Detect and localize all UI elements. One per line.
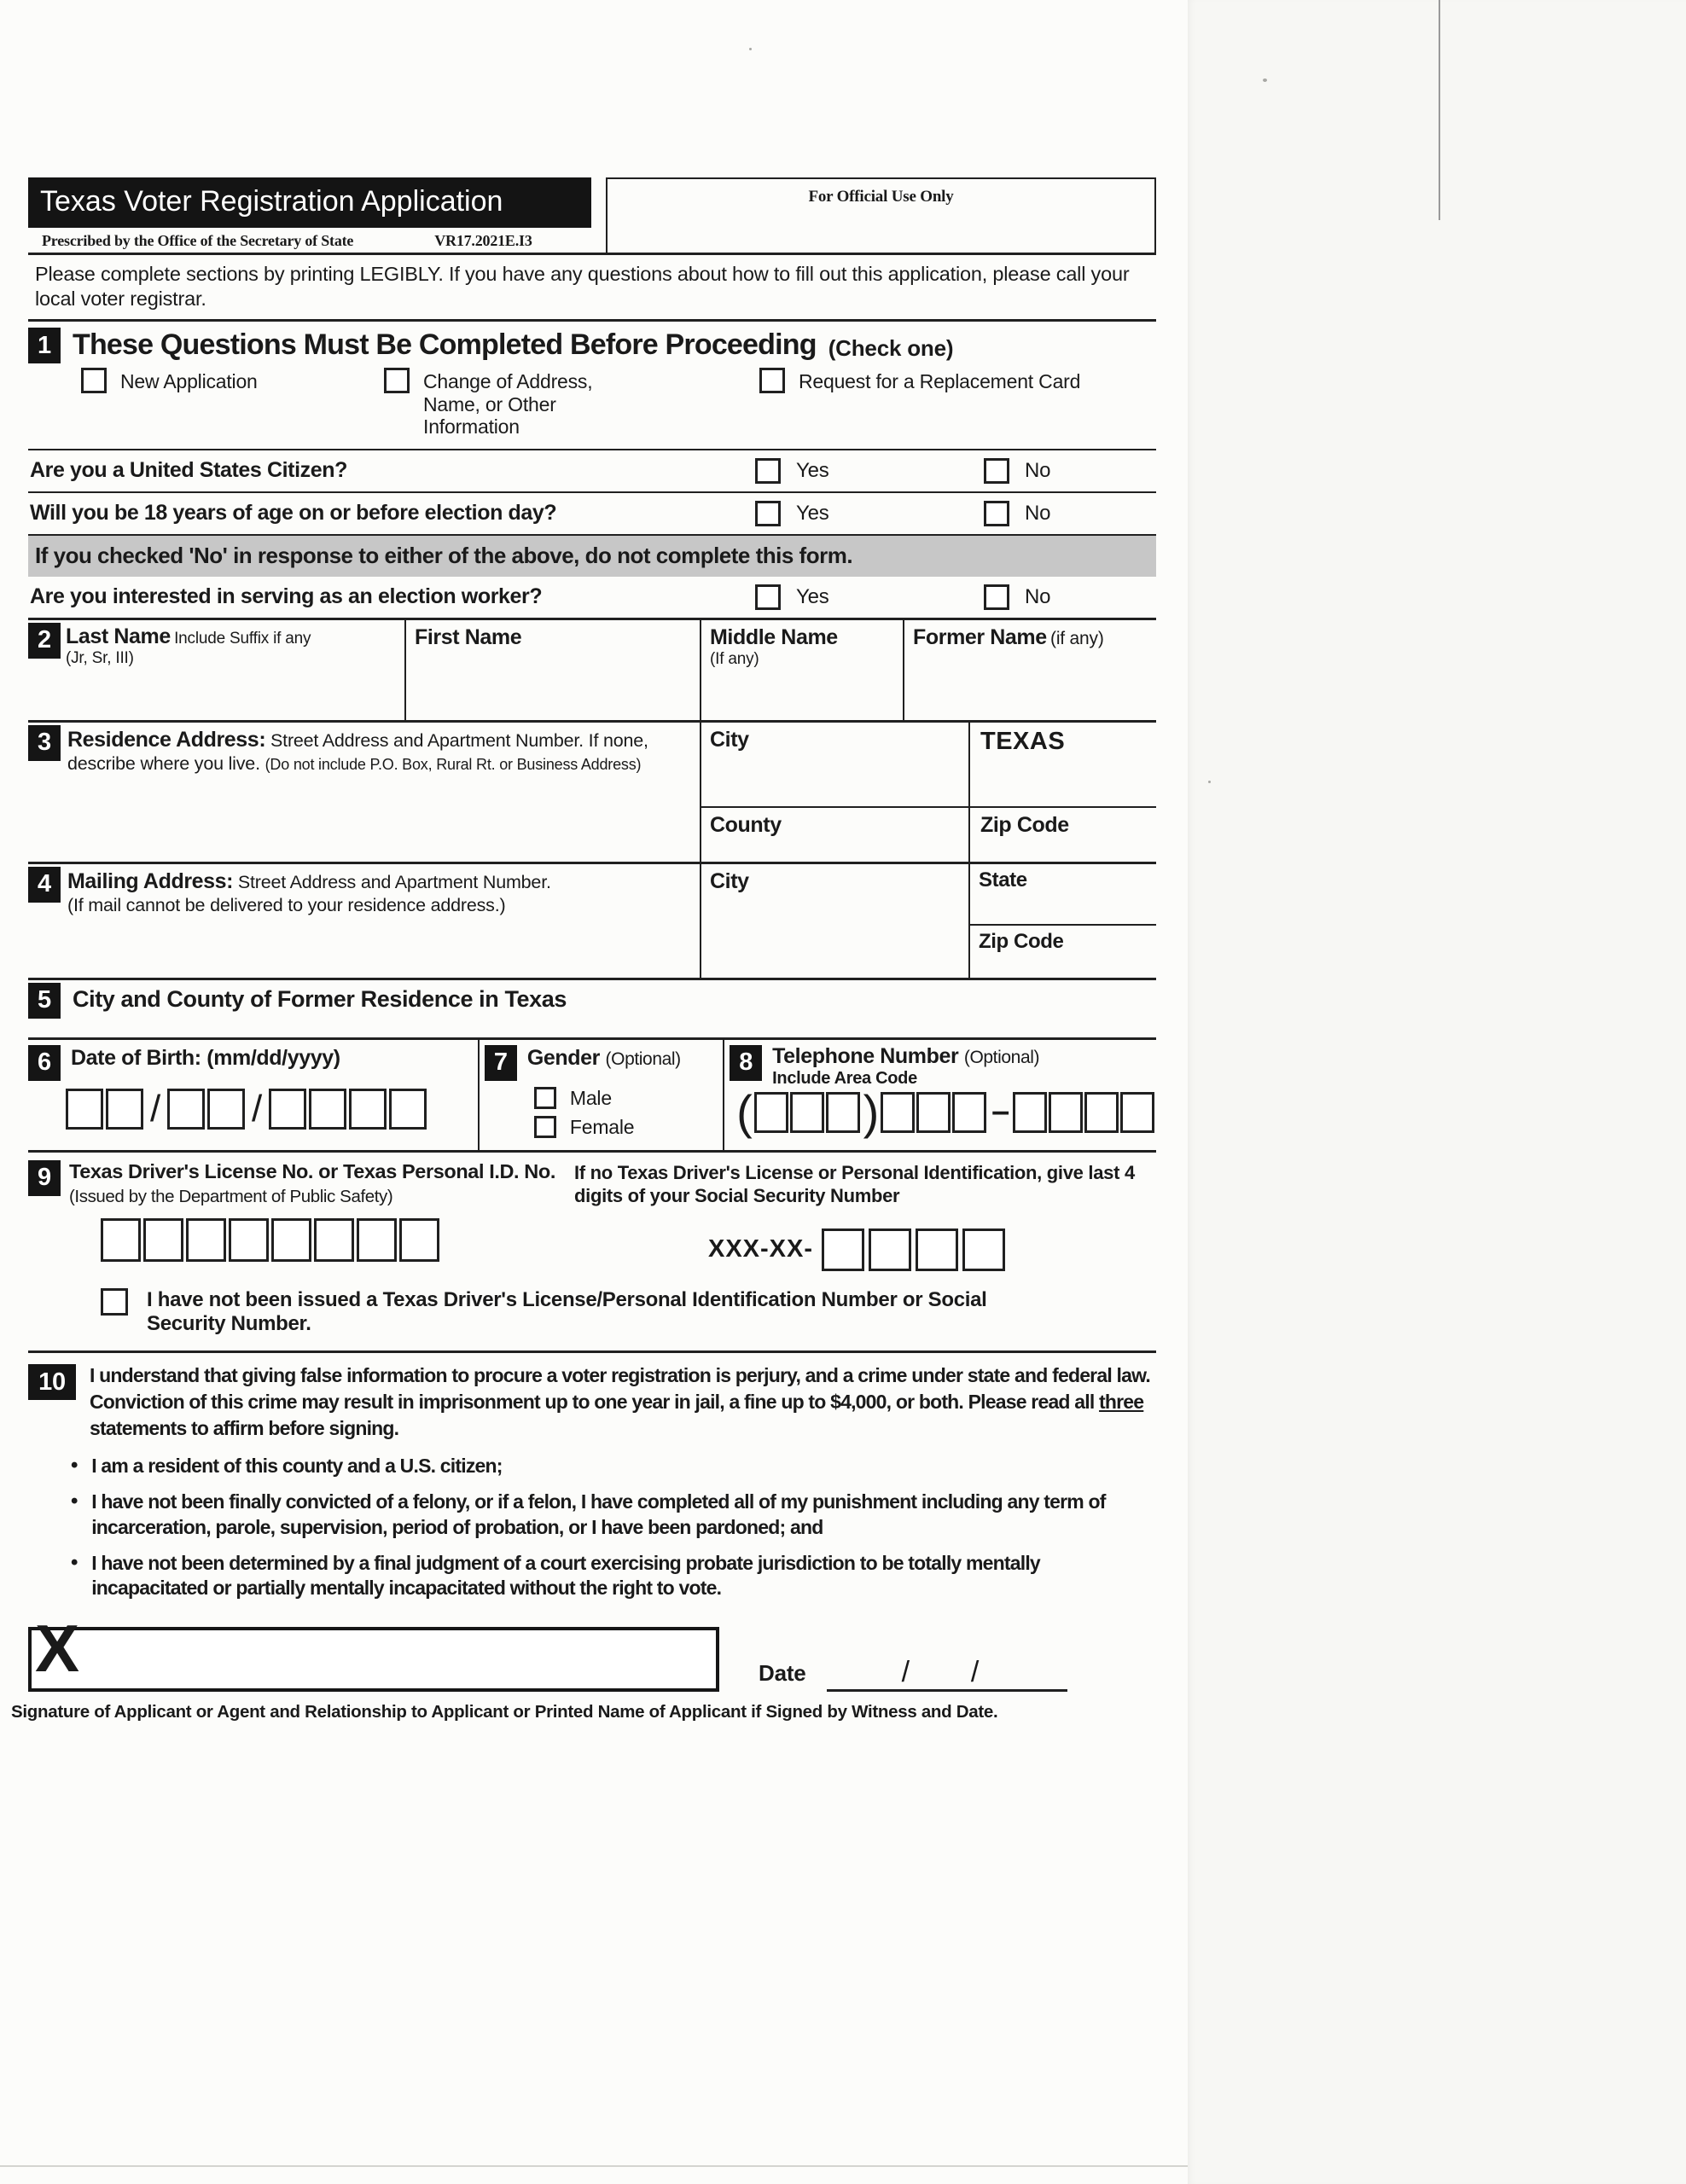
bullet-icon: • bbox=[71, 1550, 78, 1574]
middle-name-note: (If any) bbox=[710, 649, 759, 668]
residence-address-label: Residence Address: bbox=[67, 727, 266, 752]
affirmation-felony: I have not been finally convicted of a felony, or if a felon, I have completed all of my punishment including any term of incarceration, parole, supervision, period of probation, or I have been pardoned; and bbox=[91, 1490, 1106, 1538]
dob-month-box[interactable] bbox=[66, 1089, 103, 1130]
dob-label: Date of Birth: bbox=[71, 1045, 201, 1070]
ssn-digit-box[interactable] bbox=[916, 1228, 958, 1271]
age-no-label: No bbox=[1025, 501, 1051, 525]
scan-artifact bbox=[1263, 78, 1267, 82]
drivers-license-digit-box[interactable] bbox=[357, 1218, 397, 1262]
worker-no-option bbox=[984, 584, 1156, 610]
phone-line-box[interactable] bbox=[1084, 1092, 1119, 1133]
drivers-license-digit-box[interactable] bbox=[229, 1218, 269, 1262]
no-id-issued-row bbox=[101, 1288, 1156, 1338]
section1-check-one-note: (Check one) bbox=[828, 335, 954, 362]
mailing-city-label: City bbox=[710, 868, 749, 893]
date-separator: / bbox=[901, 1656, 910, 1689]
phone-area-box[interactable] bbox=[790, 1092, 824, 1133]
last-name-suffix-note2: (Jr, Sr, III) bbox=[66, 648, 134, 667]
dob-separator: / bbox=[252, 1087, 263, 1130]
middle-name-field[interactable] bbox=[700, 620, 903, 720]
scan-artifact bbox=[749, 48, 752, 50]
ssn-digit-box[interactable] bbox=[869, 1228, 911, 1271]
section6-number: 6 bbox=[28, 1045, 61, 1081]
drivers-license-digit-box[interactable] bbox=[314, 1218, 354, 1262]
mailing-address-description: Street Address and Apartment Number. bbox=[237, 871, 551, 892]
ssn-prefix-label: XXX-XX- bbox=[708, 1235, 814, 1263]
affirmation-mental-capacity: I have not been determined by a final judgment of a court exercising probate jurisdiction to be totally mentally incapacitated or partially mentally incapacitated without the right to vote. bbox=[91, 1551, 1040, 1600]
scan-background-strip bbox=[1188, 0, 1686, 2184]
residence-state-cell bbox=[968, 723, 1156, 806]
option-replacement-card bbox=[759, 368, 1080, 438]
section2-name-row bbox=[28, 620, 1156, 723]
dob-year-box[interactable] bbox=[309, 1089, 346, 1130]
gender-male-option bbox=[534, 1087, 723, 1110]
dob-month-box[interactable] bbox=[106, 1089, 143, 1130]
section1-title: These Questions Must Be Completed Before Proceeding bbox=[73, 328, 817, 362]
residence-city-state-grid bbox=[700, 723, 1156, 862]
phone-open-paren: ( bbox=[736, 1084, 753, 1139]
affirmation-section bbox=[11, 1353, 1156, 1722]
question-age-row bbox=[28, 493, 1156, 536]
section8-number: 8 bbox=[730, 1045, 762, 1081]
first-name-field[interactable] bbox=[404, 620, 700, 720]
ssn-alternative-note: If no Texas Driver's License or Personal Identification, give last 4 digits of your Social Security Number bbox=[574, 1161, 1135, 1207]
application-type-options bbox=[28, 365, 1156, 450]
question-election-worker-text: Are you interested in serving as an election worker? bbox=[30, 584, 543, 609]
affirmation-item bbox=[71, 1551, 1156, 1601]
drivers-license-digit-box[interactable] bbox=[271, 1218, 311, 1262]
scan-artifact bbox=[1208, 781, 1211, 783]
section10-number: 10 bbox=[28, 1364, 76, 1400]
residence-county-field[interactable] bbox=[700, 808, 968, 862]
worker-no-label: No bbox=[1025, 584, 1051, 608]
drivers-license-label: Texas Driver's License No. or Texas Personal I.D. No. bbox=[69, 1159, 555, 1182]
dob-separator: / bbox=[150, 1087, 161, 1130]
mailing-zip-field[interactable] bbox=[968, 924, 1156, 978]
dob-boxes bbox=[66, 1089, 478, 1130]
change-of-address-checkbox[interactable] bbox=[384, 368, 410, 393]
phone-line-box[interactable] bbox=[1120, 1092, 1154, 1133]
gender-female-checkbox[interactable] bbox=[534, 1116, 556, 1138]
section3-residence-row bbox=[28, 723, 1156, 864]
mailing-state-field[interactable] bbox=[968, 864, 1156, 924]
worker-yes-label: Yes bbox=[796, 584, 829, 608]
telephone-label: Telephone Number bbox=[772, 1043, 959, 1068]
no-id-issued-checkbox[interactable] bbox=[101, 1288, 128, 1316]
ssn-digit-box[interactable] bbox=[822, 1228, 864, 1271]
drivers-license-digit-box[interactable] bbox=[399, 1218, 439, 1262]
option-new-application bbox=[81, 368, 384, 438]
residence-address-description: Street Address and Apartment Number. If none, describe where you live. bbox=[67, 729, 648, 775]
section3-number: 3 bbox=[28, 725, 61, 761]
mailing-city-field[interactable] bbox=[700, 864, 968, 978]
age-yes-option bbox=[755, 501, 984, 526]
phone-line-box[interactable] bbox=[1049, 1092, 1083, 1133]
first-name-label: First Name bbox=[415, 624, 522, 649]
affirmation-list bbox=[71, 1454, 1156, 1601]
dob-year-box[interactable] bbox=[269, 1089, 306, 1130]
citizen-no-option bbox=[984, 458, 1156, 484]
form-code: VR17.2021E.I3 bbox=[434, 232, 532, 249]
phone-dash: – bbox=[991, 1094, 1009, 1130]
date-group bbox=[759, 1646, 1067, 1692]
dob-format-note: (mm/dd/yyyy) bbox=[206, 1045, 340, 1070]
phone-prefix-box[interactable] bbox=[952, 1092, 986, 1133]
phone-prefix-box[interactable] bbox=[881, 1092, 915, 1133]
scan-edge-line bbox=[1439, 0, 1440, 220]
signature-footer-note: Signature of Applicant or Agent and Relationship to Applicant or Printed Name of Applicant if Signed by Witness and Date. bbox=[11, 1701, 998, 1722]
section7-number: 7 bbox=[485, 1045, 517, 1081]
section4-mailing-row bbox=[28, 864, 1156, 980]
dob-day-box[interactable] bbox=[167, 1089, 205, 1130]
question-election-worker-row bbox=[28, 577, 1156, 620]
election-worker-no-checkbox[interactable] bbox=[984, 584, 1009, 610]
signature-row bbox=[28, 1610, 1156, 1692]
residence-zip-field[interactable] bbox=[968, 808, 1156, 862]
age-no-checkbox[interactable] bbox=[984, 501, 1009, 526]
section9-number: 9 bbox=[28, 1160, 61, 1196]
residence-zip-label: Zip Code bbox=[980, 812, 1069, 837]
phone-prefix-box[interactable] bbox=[916, 1092, 951, 1133]
change-of-address-label: Change of Address, Name, or Other Information bbox=[423, 370, 593, 439]
official-use-box bbox=[606, 177, 1156, 253]
section1-number: 1 bbox=[28, 328, 61, 363]
dob-day-box[interactable] bbox=[207, 1089, 245, 1130]
ssn-digit-box[interactable] bbox=[962, 1228, 1005, 1271]
citizen-yes-label: Yes bbox=[796, 458, 829, 482]
age-yes-checkbox[interactable] bbox=[755, 501, 781, 526]
age-no-option bbox=[984, 501, 1156, 526]
mailing-zip-label: Zip Code bbox=[979, 929, 1064, 953]
telephone-boxes bbox=[735, 1084, 1156, 1139]
former-name-field[interactable] bbox=[903, 620, 1156, 720]
residence-city-label: City bbox=[710, 727, 749, 752]
residence-address-description2: (Do not include P.O. Box, Rural Rt. or Business Address) bbox=[265, 756, 642, 774]
mailing-address-field[interactable] bbox=[28, 864, 700, 978]
mailing-address-description2: (If mail cannot be delivered to your residence address.) bbox=[67, 895, 506, 916]
drivers-license-issued-note: (Issued by the Department of Public Safety) bbox=[69, 1186, 393, 1206]
drivers-license-header bbox=[28, 1158, 574, 1208]
dob-gender-phone-row bbox=[28, 1040, 1156, 1153]
date-separator: / bbox=[970, 1656, 980, 1689]
telephone-section bbox=[723, 1040, 1156, 1150]
former-name-label: Former Name bbox=[913, 624, 1047, 649]
drivers-license-digit-box[interactable] bbox=[143, 1218, 183, 1262]
phone-area-box[interactable] bbox=[826, 1092, 860, 1133]
middle-name-label: Middle Name bbox=[710, 624, 838, 649]
last-name-field[interactable] bbox=[28, 620, 404, 720]
signature-x-mark: X bbox=[35, 1610, 79, 1686]
citizen-no-label: No bbox=[1025, 458, 1051, 482]
drivers-license-digit-box[interactable] bbox=[101, 1218, 141, 1262]
gender-label: Gender bbox=[526, 1045, 600, 1070]
dob-year-box[interactable] bbox=[389, 1089, 427, 1130]
gender-male-label: Male bbox=[569, 1086, 612, 1109]
voter-registration-form bbox=[11, 177, 1156, 1722]
replacement-card-label: Request for a Replacement Card bbox=[799, 370, 1081, 393]
age-yes-label: Yes bbox=[796, 501, 829, 525]
citizen-yes-checkbox[interactable] bbox=[755, 458, 781, 484]
official-use-label: For Official Use Only bbox=[808, 188, 954, 206]
signature-field[interactable] bbox=[28, 1610, 719, 1692]
perjury-statement-post: statements to affirm before signing. bbox=[90, 1416, 399, 1439]
new-application-checkbox[interactable] bbox=[81, 368, 107, 393]
prescribed-by-text: Prescribed by the Office of the Secretary of State bbox=[42, 232, 354, 249]
residence-county-label: County bbox=[710, 812, 782, 837]
checked-no-warning: If you checked 'No' in response to either of the above, do not complete this form. bbox=[28, 536, 1156, 577]
new-application-label: New Application bbox=[120, 370, 258, 393]
citizen-no-checkbox[interactable] bbox=[984, 458, 1009, 484]
title-block bbox=[28, 177, 591, 253]
option-change-of-address bbox=[384, 368, 759, 438]
citizen-yes-option bbox=[755, 458, 984, 484]
phone-area-box[interactable] bbox=[754, 1092, 788, 1133]
worker-yes-option bbox=[755, 584, 984, 610]
prescribed-line bbox=[28, 228, 591, 253]
gender-section bbox=[478, 1040, 723, 1150]
residence-city-field[interactable] bbox=[700, 723, 968, 806]
no-id-issued-statement: I have not been issued a Texas Driver's License/Personal Identification Number or Social Security Number. bbox=[147, 1287, 987, 1336]
texas-state-value: TEXAS bbox=[980, 727, 1066, 755]
former-name-note: (if any) bbox=[1050, 628, 1104, 648]
scan-bottom-edge bbox=[0, 2165, 1188, 2167]
phone-line-box[interactable] bbox=[1013, 1092, 1047, 1133]
telephone-area-code-note: Include Area Code bbox=[772, 1068, 917, 1088]
form-header bbox=[28, 177, 1156, 255]
mailing-address-label: Mailing Address: bbox=[67, 868, 234, 893]
section5-number: 5 bbox=[28, 983, 61, 1019]
former-residence-field[interactable] bbox=[28, 980, 1156, 1040]
perjury-statement bbox=[90, 1362, 1154, 1441]
perjury-statement-pre: I understand that giving false information to procure a voter registration is perjury, and a crime under state and federal law. Conviction of this crime may result in imprisonment up to one year in jail, a fine up to $4,000, or both. Please read all bbox=[90, 1364, 1150, 1414]
gender-female-option bbox=[534, 1116, 723, 1139]
replacement-card-checkbox[interactable] bbox=[759, 368, 785, 393]
affirmation-resident: I am a resident of this county and a U.S. citizen; bbox=[91, 1454, 503, 1477]
bullet-icon: • bbox=[71, 1453, 78, 1477]
telephone-optional-note: (Optional) bbox=[963, 1047, 1040, 1067]
gender-optional-note: (Optional) bbox=[605, 1048, 681, 1069]
date-field[interactable] bbox=[827, 1646, 1067, 1692]
section1-header bbox=[28, 322, 1156, 365]
section2-number: 2 bbox=[28, 623, 61, 659]
date-of-birth-section bbox=[28, 1040, 478, 1150]
ssn-last4-group bbox=[708, 1228, 1009, 1271]
affirmation-item bbox=[71, 1490, 1156, 1540]
question-citizen-text: Are you a United States Citizen? bbox=[30, 458, 347, 483]
affirmation-item bbox=[71, 1454, 1156, 1478]
date-label: Date bbox=[759, 1659, 806, 1686]
drivers-license-digit-box[interactable] bbox=[186, 1218, 226, 1262]
former-residence-label: City and County of Former Residence in Texas bbox=[73, 985, 567, 1012]
election-worker-yes-checkbox[interactable] bbox=[755, 584, 781, 610]
last-name-suffix-note: Include Suffix if any bbox=[174, 629, 311, 648]
id-number-section bbox=[28, 1153, 1156, 1354]
question-age-text: Will you be 18 years of age on or before election day? bbox=[30, 501, 557, 526]
bullet-icon: • bbox=[71, 1490, 78, 1513]
gender-male-checkbox[interactable] bbox=[534, 1087, 556, 1109]
gender-female-label: Female bbox=[569, 1115, 635, 1138]
form-title: Texas Voter Registration Application bbox=[28, 177, 591, 228]
perjury-statement-three: three bbox=[1099, 1391, 1144, 1414]
form-instructions: Please complete sections by printing LEGIBLY. If you have any questions about how to fill out this application, please call your local voter registrar. bbox=[28, 255, 1156, 322]
drivers-license-boxes bbox=[101, 1218, 442, 1262]
dob-year-box[interactable] bbox=[349, 1089, 387, 1130]
residence-address-field[interactable] bbox=[28, 723, 700, 862]
question-citizen-row bbox=[28, 450, 1156, 493]
last-name-label: Last Name bbox=[66, 624, 171, 648]
mailing-state-zip-column bbox=[968, 864, 1156, 978]
phone-close-paren: ) bbox=[863, 1084, 880, 1139]
section4-number: 4 bbox=[28, 867, 61, 903]
mailing-state-label: State bbox=[979, 868, 1027, 892]
